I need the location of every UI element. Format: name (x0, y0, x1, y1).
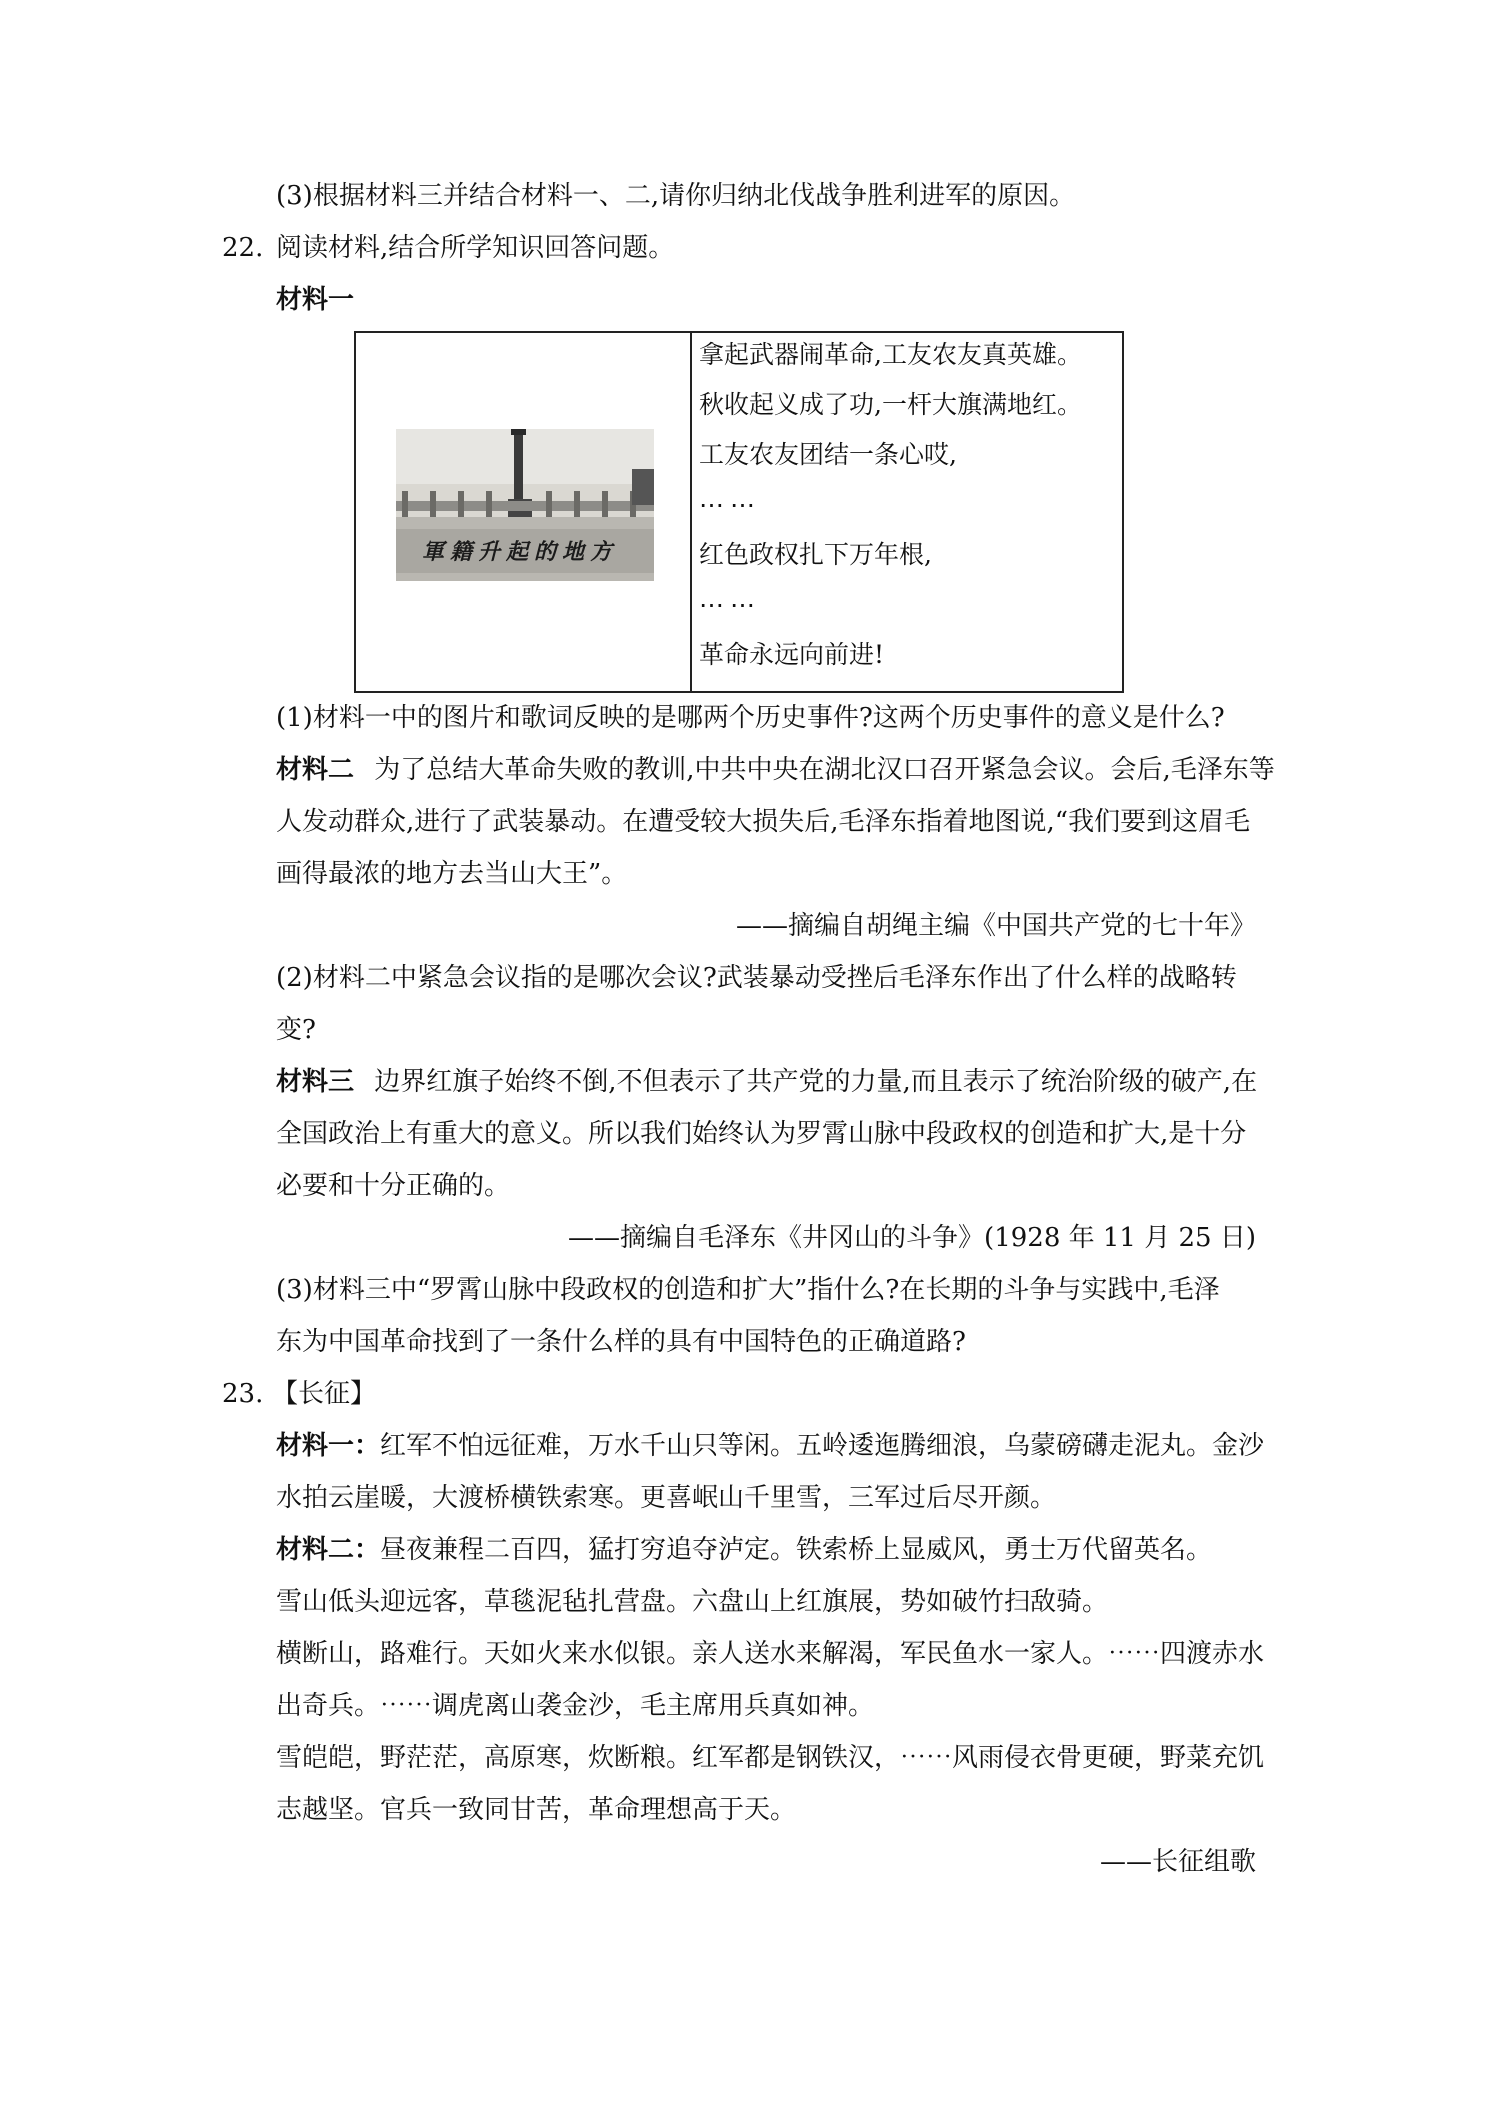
monument-photo (396, 429, 654, 581)
q22-m2-line3: 画得最浓的地方去当山大王”。 (276, 859, 628, 889)
q23-m2-line3: 横断山，路难行。天如火来水似银。亲人送水来解渴，军民鱼水一家人。⋯⋯四渡赤水 (276, 1639, 1265, 1669)
q23-number: 23. (222, 1379, 264, 1409)
lyric-line: 红色政权扎下万年根, (699, 540, 932, 569)
q22-m3-label: 材料三 (276, 1067, 355, 1097)
q23-m1-line1 (276, 1429, 1264, 1463)
q23-m1-line2: 水拍云崖暖，大渡桥横铁索寒。更喜岷山千里雪，三军过后尽开颜。 (276, 1483, 1057, 1513)
q23-source: ——长征组歌 (1099, 1847, 1256, 1877)
q23-m1-text: 红军不怕远征难，万水千山只等闲。五岭逶迤腾细浪，乌蒙磅礴走泥丸。金沙 (380, 1431, 1265, 1461)
q22-m3-line3: 必要和十分正确的。 (276, 1171, 511, 1201)
q22-m3-source: ——摘编自毛泽东《井冈山的斗争》(1928 年 11 月 25 日) (568, 1223, 1256, 1253)
lyric-line: 秋收起义成了功,一杆大旗满地红。 (699, 390, 1082, 419)
q22-sub1: (1)材料一中的图片和歌词反映的是哪两个历史事件?这两个历史事件的意义是什么? (276, 703, 1225, 733)
lyric-ellipsis: ⋯⋯ (699, 490, 761, 519)
q22-prompt: 阅读材料,结合所学知识回答问题。 (276, 233, 675, 263)
q21-sub3: (3)根据材料三并结合材料一、二,请你归纳北伐战争胜利进军的原因。 (276, 181, 1076, 211)
q23-m2-line6: 志越坚。官兵一致同甘苦，革命理想高于天。 (276, 1795, 797, 1825)
photo-caption: 軍籍升起的地方 (422, 539, 619, 565)
q23-m2-label: 材料二： (276, 1535, 381, 1565)
q22-number: 22. (222, 233, 264, 263)
lyric-line: 革命永远向前进! (699, 640, 885, 669)
q23-m2-line1 (276, 1533, 1212, 1567)
q22-m3-line2: 全国政治上有重大的意义。所以我们始终认为罗霄山脉中段政权的创造和扩大,是十分 (276, 1119, 1247, 1149)
q22-m3-line1 (276, 1065, 1257, 1099)
q22-m2-label: 材料二 (276, 755, 355, 785)
q23-m2-line5: 雪皑皑，野茫茫，高原寒，炊断粮。红军都是钢铁汉，⋯⋯风雨侵衣骨更硬，野菜充饥 (276, 1743, 1265, 1773)
q22-m1-label: 材料一 (276, 285, 355, 315)
q23-m2-line2: 雪山低头迎远客，草毯泥毡扎营盘。六盘山上红旗展，势如破竹扫敌骑。 (276, 1587, 1109, 1617)
material-one-table (354, 331, 1124, 693)
q23-m2-line4: 出奇兵。⋯⋯调虎离山袭金沙，毛主席用兵真如神。 (276, 1691, 875, 1721)
q22-m2-text: 为了总结大革命失败的教训,中共中央在湖北汉口召开紧急会议。会后,毛泽东等 (374, 755, 1275, 785)
table-divider (690, 333, 692, 691)
q22-m2-line1 (276, 753, 1275, 787)
q22-sub3-line2: 东为中国革命找到了一条什么样的具有中国特色的正确道路? (276, 1327, 966, 1357)
q22-m2-line2: 人发动群众,进行了武装暴动。在遭受较大损失后,毛泽东指着地图说,“我们要到这眉毛 (276, 807, 1251, 837)
lyric-line: 拿起武器闹革命,工友农友真英雄。 (699, 340, 1082, 369)
q22-sub2-line1: (2)材料二中紧急会议指的是哪次会议?武装暴动受挫后毛泽东作出了什么样的战略转 (276, 963, 1237, 993)
q23-m1-label: 材料一： (276, 1431, 381, 1461)
q23-title: 【长征】 (272, 1379, 377, 1409)
q22-sub2-line2: 变? (276, 1015, 316, 1045)
q22-sub3-line1: (3)材料三中“罗霄山脉中段政权的创造和扩大”指什么?在长期的斗争与实践中,毛泽 (276, 1275, 1220, 1305)
q23-m2-text: 昼夜兼程二百四，猛打穷追夺泸定。铁索桥上显威风，勇士万代留英名。 (380, 1535, 1213, 1565)
q22-m3-text: 边界红旗子始终不倒,不但表示了共产党的力量,而且表示了统治阶级的破产,在 (374, 1067, 1258, 1097)
q22-m2-source: ——摘编自胡绳主编《中国共产党的七十年》 (735, 911, 1256, 941)
lyric-line: 工友农友团结一条心哎, (699, 440, 957, 469)
lyric-ellipsis: ⋯⋯ (699, 590, 761, 619)
